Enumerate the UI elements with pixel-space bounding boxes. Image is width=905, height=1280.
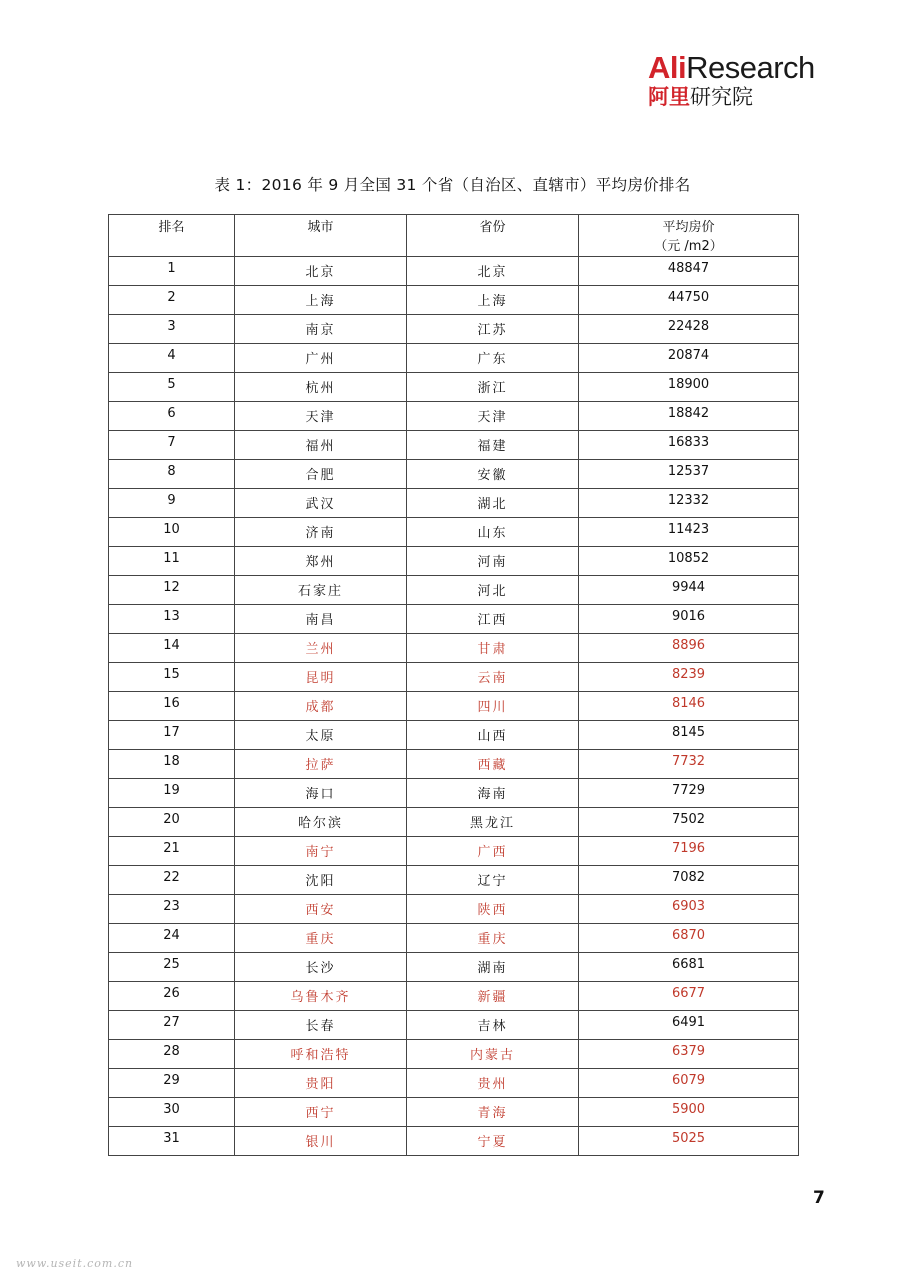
logo-cn-dark-text: 研究院 — [690, 85, 753, 109]
cell-price: 7082 — [579, 866, 799, 895]
cell-rank: 17 — [109, 721, 235, 750]
cell-rank: 15 — [109, 663, 235, 692]
table-row — [109, 344, 799, 373]
table-row — [109, 837, 799, 866]
cell-city: 北京 — [235, 257, 407, 286]
cell-city: 长沙 — [235, 953, 407, 982]
cell-rank: 12 — [109, 576, 235, 605]
header-price-label: 平均房价 — [662, 220, 715, 235]
cell-price: 8146 — [579, 692, 799, 721]
cell-price: 8896 — [579, 634, 799, 663]
table-row — [109, 286, 799, 315]
cell-price: 5900 — [579, 1098, 799, 1127]
table-row — [109, 402, 799, 431]
table-row — [109, 924, 799, 953]
header-rank: 排名 — [109, 215, 235, 257]
cell-province: 北京 — [407, 257, 579, 286]
cell-price: 6903 — [579, 895, 799, 924]
cell-province: 上海 — [407, 286, 579, 315]
cell-city: 上海 — [235, 286, 407, 315]
cell-price: 16833 — [579, 431, 799, 460]
cell-province: 四川 — [407, 692, 579, 721]
cell-rank: 26 — [109, 982, 235, 1011]
cell-rank: 4 — [109, 344, 235, 373]
cell-city: 长春 — [235, 1011, 407, 1040]
logo-ali-text: Ali — [648, 50, 687, 85]
logo-cn-red-text: 阿里 — [648, 85, 690, 109]
cell-price: 6681 — [579, 953, 799, 982]
cell-city: 西宁 — [235, 1098, 407, 1127]
cell-city: 武汉 — [235, 489, 407, 518]
table-row — [109, 257, 799, 286]
cell-price: 7196 — [579, 837, 799, 866]
cell-province: 江西 — [407, 605, 579, 634]
cell-price: 20874 — [579, 344, 799, 373]
cell-province: 重庆 — [407, 924, 579, 953]
cell-city: 福州 — [235, 431, 407, 460]
cell-rank: 16 — [109, 692, 235, 721]
cell-price: 5025 — [579, 1127, 799, 1156]
cell-price: 18842 — [579, 402, 799, 431]
cell-province: 贵州 — [407, 1069, 579, 1098]
cell-city: 拉萨 — [235, 750, 407, 779]
cell-rank: 9 — [109, 489, 235, 518]
cell-province: 内蒙古 — [407, 1040, 579, 1069]
cell-rank: 24 — [109, 924, 235, 953]
cell-rank: 14 — [109, 634, 235, 663]
cell-city: 重庆 — [235, 924, 407, 953]
cell-city: 南昌 — [235, 605, 407, 634]
table-row — [109, 634, 799, 663]
cell-price: 22428 — [579, 315, 799, 344]
cell-city: 银川 — [235, 1127, 407, 1156]
cell-city: 乌鲁木齐 — [235, 982, 407, 1011]
cell-rank: 30 — [109, 1098, 235, 1127]
cell-city: 合肥 — [235, 460, 407, 489]
table-row — [109, 431, 799, 460]
cell-province: 广西 — [407, 837, 579, 866]
cell-price: 7729 — [579, 779, 799, 808]
table-row — [109, 692, 799, 721]
table-row — [109, 1098, 799, 1127]
cell-city: 广州 — [235, 344, 407, 373]
logo-chinese — [648, 85, 848, 109]
cell-province: 青海 — [407, 1098, 579, 1127]
cell-city: 郑州 — [235, 547, 407, 576]
cell-city: 呼和浩特 — [235, 1040, 407, 1069]
table-row — [109, 779, 799, 808]
cell-province: 浙江 — [407, 373, 579, 402]
table-row — [109, 866, 799, 895]
cell-rank: 23 — [109, 895, 235, 924]
cell-rank: 27 — [109, 1011, 235, 1040]
table-row — [109, 315, 799, 344]
cell-city: 贵阳 — [235, 1069, 407, 1098]
cell-rank: 29 — [109, 1069, 235, 1098]
table-row — [109, 1011, 799, 1040]
cell-city: 兰州 — [235, 634, 407, 663]
watermark: www.useit.com.cn — [16, 1257, 134, 1270]
cell-city: 海口 — [235, 779, 407, 808]
cell-province: 安徽 — [407, 460, 579, 489]
header-city: 城市 — [235, 215, 407, 257]
cell-price: 6079 — [579, 1069, 799, 1098]
cell-price: 6677 — [579, 982, 799, 1011]
table-row — [109, 953, 799, 982]
logo-research-text: Research — [686, 50, 815, 85]
cell-province: 河南 — [407, 547, 579, 576]
cell-price: 44750 — [579, 286, 799, 315]
cell-rank: 25 — [109, 953, 235, 982]
table-body — [109, 257, 799, 1156]
cell-province: 湖北 — [407, 489, 579, 518]
table-row — [109, 663, 799, 692]
cell-province: 吉林 — [407, 1011, 579, 1040]
cell-rank: 18 — [109, 750, 235, 779]
cell-price: 9016 — [579, 605, 799, 634]
cell-province: 西藏 — [407, 750, 579, 779]
cell-province: 海南 — [407, 779, 579, 808]
cell-rank: 1 — [109, 257, 235, 286]
header-price — [579, 215, 799, 257]
table-row — [109, 518, 799, 547]
cell-price: 11423 — [579, 518, 799, 547]
cell-price: 8145 — [579, 721, 799, 750]
cell-rank: 6 — [109, 402, 235, 431]
cell-city: 哈尔滨 — [235, 808, 407, 837]
cell-province: 甘肃 — [407, 634, 579, 663]
header-province: 省份 — [407, 215, 579, 257]
cell-province: 云南 — [407, 663, 579, 692]
house-price-ranking-table — [108, 214, 799, 1156]
cell-province: 陕西 — [407, 895, 579, 924]
cell-rank: 8 — [109, 460, 235, 489]
table-row — [109, 460, 799, 489]
cell-rank: 21 — [109, 837, 235, 866]
cell-rank: 3 — [109, 315, 235, 344]
cell-rank: 19 — [109, 779, 235, 808]
table-row — [109, 605, 799, 634]
cell-city: 杭州 — [235, 373, 407, 402]
table-row — [109, 547, 799, 576]
cell-province: 辽宁 — [407, 866, 579, 895]
table-row — [109, 721, 799, 750]
cell-price: 7502 — [579, 808, 799, 837]
cell-city: 西安 — [235, 895, 407, 924]
header-price-unit: （元 /m2） — [654, 239, 723, 254]
table-title: 表 1：2016 年 9 月全国 31 个省（自治区、直辖市）平均房价排名 — [214, 176, 691, 194]
cell-province: 宁夏 — [407, 1127, 579, 1156]
cell-price: 6870 — [579, 924, 799, 953]
cell-price: 10852 — [579, 547, 799, 576]
table-row — [109, 576, 799, 605]
table-row — [109, 1069, 799, 1098]
aliresearch-logo — [648, 52, 848, 109]
table-row — [109, 373, 799, 402]
table-row — [109, 489, 799, 518]
cell-province: 天津 — [407, 402, 579, 431]
cell-rank: 20 — [109, 808, 235, 837]
cell-province: 广东 — [407, 344, 579, 373]
cell-price: 6491 — [579, 1011, 799, 1040]
cell-price: 7732 — [579, 750, 799, 779]
cell-rank: 28 — [109, 1040, 235, 1069]
table-row — [109, 1040, 799, 1069]
cell-city: 石家庄 — [235, 576, 407, 605]
cell-province: 湖南 — [407, 953, 579, 982]
cell-rank: 11 — [109, 547, 235, 576]
cell-price: 12332 — [579, 489, 799, 518]
cell-price: 18900 — [579, 373, 799, 402]
cell-rank: 22 — [109, 866, 235, 895]
cell-price: 8239 — [579, 663, 799, 692]
table-row — [109, 750, 799, 779]
cell-rank: 13 — [109, 605, 235, 634]
cell-rank: 5 — [109, 373, 235, 402]
cell-province: 河北 — [407, 576, 579, 605]
cell-price: 6379 — [579, 1040, 799, 1069]
cell-city: 成都 — [235, 692, 407, 721]
logo-english — [648, 52, 848, 83]
cell-price: 48847 — [579, 257, 799, 286]
cell-city: 南宁 — [235, 837, 407, 866]
cell-city: 太原 — [235, 721, 407, 750]
table-header-row — [109, 215, 799, 257]
cell-province: 山西 — [407, 721, 579, 750]
cell-rank: 31 — [109, 1127, 235, 1156]
cell-price: 12537 — [579, 460, 799, 489]
table-row — [109, 808, 799, 837]
cell-province: 黑龙江 — [407, 808, 579, 837]
cell-province: 新疆 — [407, 982, 579, 1011]
table-row — [109, 1127, 799, 1156]
cell-city: 天津 — [235, 402, 407, 431]
cell-rank: 10 — [109, 518, 235, 547]
cell-province: 江苏 — [407, 315, 579, 344]
cell-province: 山东 — [407, 518, 579, 547]
table-row — [109, 982, 799, 1011]
cell-rank: 7 — [109, 431, 235, 460]
page-number: 7 — [813, 1188, 825, 1208]
cell-city: 沈阳 — [235, 866, 407, 895]
cell-price: 9944 — [579, 576, 799, 605]
cell-city: 昆明 — [235, 663, 407, 692]
cell-rank: 2 — [109, 286, 235, 315]
cell-province: 福建 — [407, 431, 579, 460]
cell-city: 济南 — [235, 518, 407, 547]
table-row — [109, 895, 799, 924]
cell-city: 南京 — [235, 315, 407, 344]
